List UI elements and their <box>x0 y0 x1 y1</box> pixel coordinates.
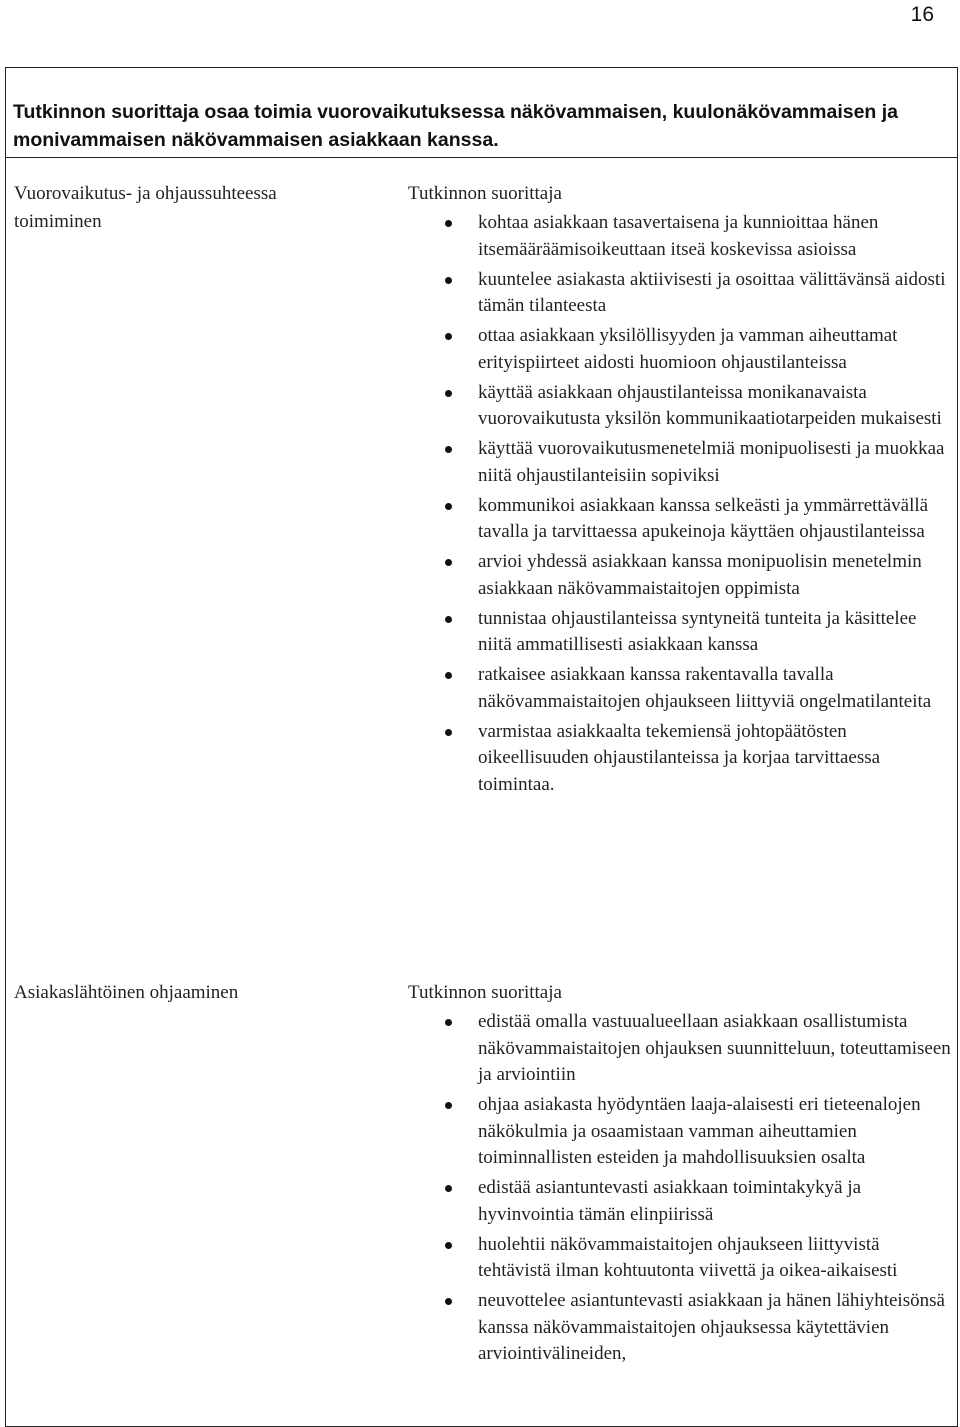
bullet-icon <box>445 446 452 453</box>
bullet-icon <box>445 503 452 510</box>
bullet-icon <box>445 616 452 623</box>
list-item <box>408 1232 953 1285</box>
list-item-text: tunnistaa ohjaustilanteissa syntyneitä tunteita ja käsittelee niitä ammatillisesti asiakkaan kanssa <box>478 607 917 655</box>
list-item <box>408 662 953 715</box>
list-item <box>408 323 953 376</box>
list-item-text: ratkaisee asiakkaan kanssa rakentavalla tavalla näkövammaistaitojen ohjaukseen liittyviä ongelmatilanteita <box>478 664 932 712</box>
list-item <box>408 719 953 799</box>
bullet-icon <box>445 1102 452 1109</box>
list-item-text: neuvottelee asiantuntevasti asiakkaan ja hänen lähiyhteisönsä kanssa näkövammaistaitojen ohjauksessa käytettävien arviointivälineiden, <box>478 1290 945 1364</box>
bullet-icon <box>445 1019 452 1026</box>
list-item-text: käyttää vuorovaikutusmenetelmiä monipuolisesti ja muokkaa niitä ohjaustilanteisiin sopiviksi <box>478 438 945 486</box>
criteria-list-client-centred <box>408 1009 953 1371</box>
list-item-text: ohjaa asiakasta hyödyntäen laaja-alaisesti eri tieteenalojen näkökulmia ja osaamistaan vamman aiheuttamien toiminnallisten esteiden ja mahdollisuuksien osalta <box>478 1094 921 1168</box>
bullet-icon <box>445 390 452 397</box>
list-item-text: käyttää asiakkaan ohjaustilanteissa monikanavaista vuorovaikutusta yksilön kommunikaatiotarpeiden mukaisesti <box>478 381 942 429</box>
list-item <box>408 1288 953 1368</box>
bullet-icon <box>445 277 452 284</box>
bullet-icon <box>445 1242 452 1249</box>
section-intro-client-centred: Tutkinnon suorittaja <box>408 982 562 1003</box>
page-number: 16 <box>910 3 934 26</box>
list-item-text: kommunikoi asiakkaan kanssa selkeästi ja ymmärrettävällä tavalla ja tarvittaessa apukeinoja käyttäen ohjaustilanteissa <box>478 494 929 542</box>
list-item-text: ottaa asiakkaan yksilöllisyyden ja vamman aiheuttamat erityispiirteet aidosti huomioon ohjaustilanteissa <box>478 325 898 373</box>
bullet-icon <box>445 672 452 679</box>
competence-heading: Tutkinnon suorittaja osaa toimia vuorovaikutuksessa näkövammaisen, kuulonäkövammaisen ja monivammaisen näkövammaisen asiakkaan kanssa. <box>13 101 899 151</box>
section-intro-interaction: Tutkinnon suorittaja <box>408 183 562 204</box>
list-item <box>408 493 953 546</box>
section-label-client-centred: Asiakaslähtöinen ohjaaminen <box>14 982 239 1003</box>
list-item-text: huolehtii näkövammaistaitojen ohjaukseen liittyvistä tehtävistä ilman kohtuutonta viivettä ja oikea-aikaisesti <box>478 1233 898 1281</box>
bullet-icon <box>445 1298 452 1305</box>
list-item <box>408 606 953 659</box>
section-label-interaction: Vuorovaikutus- ja ohjaussuhteessa toimiminen <box>14 183 277 232</box>
list-item <box>408 1009 953 1089</box>
list-item-text: edistää omalla vastuualueellaan asiakkaan osallistumista näkövammaistaitojen ohjauksen suunnitteluun, toteuttamiseen ja arviointiin <box>478 1011 951 1085</box>
list-item <box>408 380 953 433</box>
table-row-divider <box>5 157 958 158</box>
list-item <box>408 549 953 602</box>
list-item <box>408 1175 953 1228</box>
criteria-list-interaction <box>408 210 953 802</box>
list-item-text: varmistaa asiakkaalta tekemiensä johtopäätösten oikeellisuuden ohjaustilanteissa ja korjaa tarvittaessa toimintaa. <box>478 720 881 795</box>
bullet-icon <box>445 729 452 736</box>
bullet-icon <box>445 333 452 340</box>
bullet-icon <box>445 1185 452 1192</box>
list-item-text: edistää asiantuntevasti asiakkaan toimintakykyä ja hyvinvointia tämän elinpiirissä <box>478 1177 862 1225</box>
list-item <box>408 210 953 263</box>
list-item <box>408 1092 953 1172</box>
list-item <box>408 436 953 489</box>
list-item-text: kuuntelee asiakasta aktiivisesti ja osoittaa välittävänsä aidosti tämän tilanteesta <box>478 268 946 316</box>
list-item-text: kohtaa asiakkaan tasavertaisena ja kunnioittaa hänen itsemääräämisoikeuttaan itseä koskevissa asioissa <box>478 212 879 260</box>
bullet-icon <box>445 220 452 227</box>
list-item <box>408 267 953 320</box>
bullet-icon <box>445 559 452 566</box>
list-item-text: arvioi yhdessä asiakkaan kanssa monipuolisin menetelmin asiakkaan näkövammaistaitojen oppimista <box>478 551 922 599</box>
